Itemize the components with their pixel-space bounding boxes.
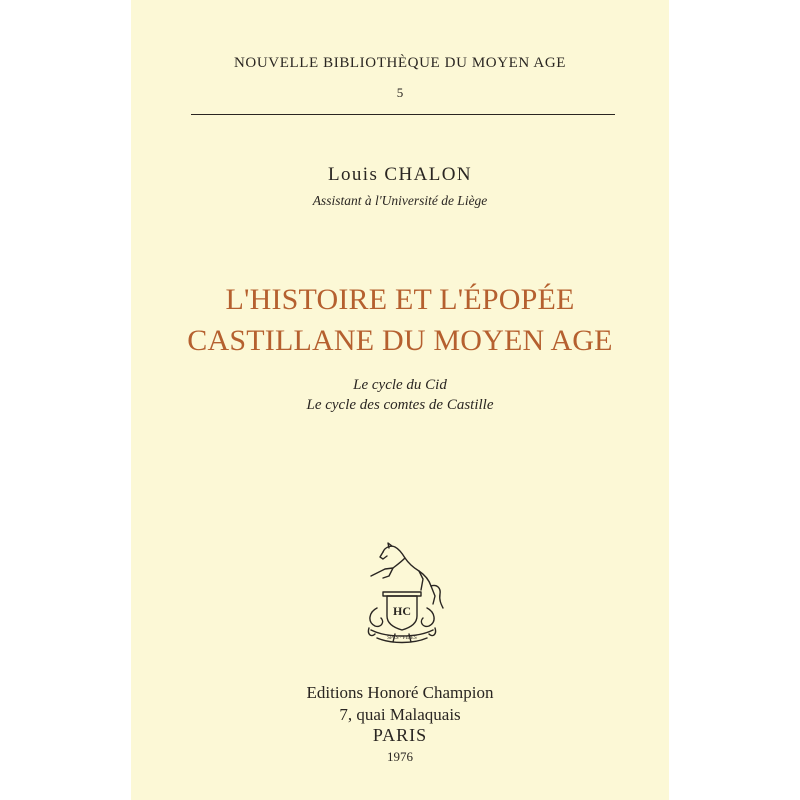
book-title-line1: L'HISTOIRE ET L'ÉPOPÉE xyxy=(225,283,575,316)
series-title: NOUVELLE BIBLIOTHÈQUE DU MOYEN AGE xyxy=(233,55,567,71)
header-divider xyxy=(191,114,615,115)
author-name: Louis CHALON xyxy=(328,164,472,185)
publication-year: 1976 xyxy=(387,749,413,764)
svg-text:SPES · FIDES: SPES · FIDES xyxy=(387,636,417,641)
svg-text:HC: HC xyxy=(393,604,411,618)
publisher-city: PARIS xyxy=(372,725,428,745)
book-cover xyxy=(131,0,669,800)
author-affiliation: Assistant à l'Université de Liège xyxy=(312,193,488,208)
publisher-address: 7, quai Malaquais xyxy=(339,705,461,724)
horse-crest-emblem-icon xyxy=(347,538,457,650)
book-title-line2: CASTILLANE DU MOYEN AGE xyxy=(187,324,613,357)
subtitle-line2: Le cycle des comtes de Castille xyxy=(306,397,494,413)
series-number: 5 xyxy=(396,85,404,100)
publisher-name: Editions Honoré Champion xyxy=(306,683,494,702)
subtitle-line1: Le cycle du Cid xyxy=(353,377,447,393)
